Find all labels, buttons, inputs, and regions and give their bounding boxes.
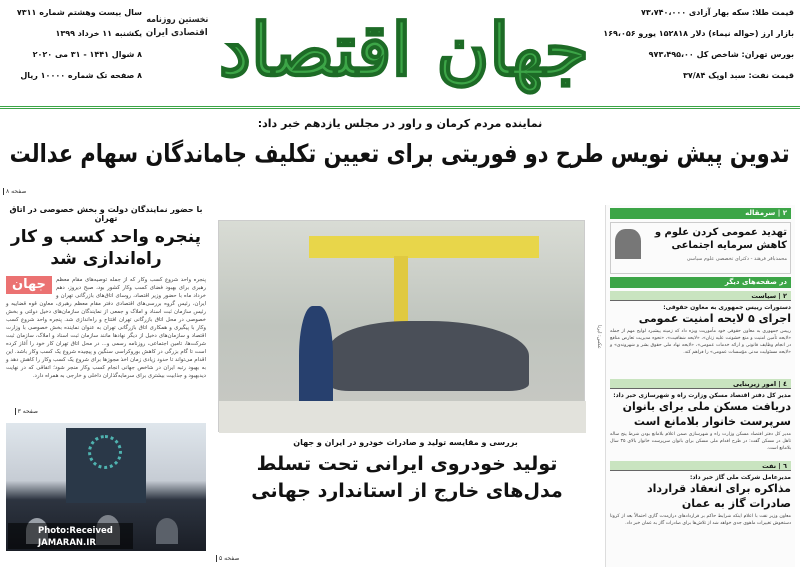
left-body-wrap — [6, 276, 206, 384]
credit-line: JAMARAN.IR — [38, 538, 96, 548]
section-bar: ٦ | نفت — [610, 461, 791, 471]
factory-floor — [219, 401, 586, 433]
left-body: پنجره واحد شروع کسب وکار که از جمله توصیه‌های مقام معظم رهبری برای بهبود فضای کسب وکار کشور بود، صبح دیروز، دهم خرداد ماه با حضور وزیر اقتصاد، روسای اتاق‌های بازرگانی تهران و ایران، رئیس گروه بررسی‌های اقتصادی دفتر مقام معظم رهبری، معاون قوه قضاییه و رئیس سازمان ثبت اسناد و املاک و جمعی از نمایندگان سازمان‌های دخیل دولتی و بخش خصوصی در محل اتاق بازرگانی تهران افتتاح و راه‌اندازی شد. پنجره واحد شروع کسب وکار با پیگیری و همکاری اتاق بازرگانی تهران به عنوان نماینده بخش خصوصی با وزارت اقتصاد و سازمان‌های دخیل از دیگر نهادها مانند سازمان ثبت اسناد و املاک، سازمان ثبت شرکت‌ها، تامین اجتماعی، روزنامه رسمی و... در محل اتاق تهران کار خود را آغاز کرده است تا گام بزرگی در کاهش بوروکراسی سنگین و پیچیده شروع یک کسب وکار باشد. این اقدام می‌تواند تا حدود زیادی زمان اخذ مجوزها برای شروع یک کسب وکار را کاهش دهد و به بهبود رتبه ایران در شاخص جهانی انجام کسب وکار منجر شود؛ اتفاقی که در نهایت دیدبهبود و جذابیت بیشتری برای سرمایه‌گذاران داخلی و خارجی به همراه دارد. — [6, 277, 206, 379]
lead-headline[interactable]: تدوین پیش نویس طرح دو فوریتی برای تعیین تکلیف جاماندگان سهام عدالت — [10, 139, 790, 168]
issue-number: سال بیست وهشتم شماره ۷۳۱۱ — [16, 8, 142, 17]
item-body: رییس جمهوری به معاون حقوقی خود مأموریت ویژه داد که زمینه پیشبرد لوایح مهم از جمله «لایحه تأمین امنیت و منع خشونت علیه زنان»، «لایحه شفافیت»، «نحوه مدیریت تعارض منافع در انجام وظایف قانونی و ارائه خدمات عمومی»، «لایحه نهاد ملی حقوق بشر و شهروندی» و «لایحه مسئولیت مدنی مؤسسات عمومی» را فراهم کند. — [610, 329, 791, 355]
section-bar: ۲ | سیاست — [610, 291, 791, 301]
assembly-rail — [309, 236, 539, 258]
section-number: ۲ — [782, 209, 787, 217]
left-headline[interactable]: پنجره واحد کسب و کار راه‌اندازی شد — [10, 227, 202, 269]
editorial-box[interactable] — [610, 222, 791, 274]
jahan-badge: جهان — [6, 276, 52, 294]
meeting-photo — [6, 423, 206, 551]
issue-date-hijri: ۸ شوال ۱۴۴۱ - ۳۱ می ۲۰۲۰ — [32, 50, 142, 59]
masthead-divider — [0, 106, 800, 109]
market-info — [600, 2, 794, 86]
car-factory-photo — [218, 220, 585, 432]
tagline-line: اقتصادی ایران — [146, 28, 208, 38]
item-body: مدیر کل دفتر اقتصاد مسکن وزارت راه و شهرسازی ضمن اعلام بلامانع بودن شرط پنج ساله تاهل در مسکن گفت: در طرح اقدام ملی مسکن برای بانوان سرپرست خانوار بالای ۳۵ سال بلامانع است. — [610, 432, 791, 451]
person — [156, 518, 178, 544]
stock-index: بورس تهران: شاخص کل ۹۷۳،۴۹۵،۰۰ — [648, 50, 794, 59]
item-body: معاون وزیر نفت با اعلام اینکه شرایط حاکم بر قراردادهای درازمدت گازی احتمالاً بعد از کرونا دستخوش تغییرات ماهوی جدی خواهد شد از تلاش‌ها برای صادرات گاز به عمان خبر داد. — [610, 514, 791, 526]
photo-caption: عکس: ایرنا — [596, 325, 602, 349]
oil-price: قیمت نفت: سبد اوپک ۳۷/۸۴ — [682, 71, 794, 80]
issue-date: یکشنبه ۱۱ خرداد ۱۳۹۹ — [55, 29, 142, 38]
center-article — [213, 205, 602, 567]
editorial-title: تهدید عمومی کردن علوم و کاهش سرمایه اجتماعی — [654, 227, 787, 251]
issue-info — [4, 2, 142, 86]
author-photo — [615, 229, 641, 259]
car-body — [329, 321, 529, 391]
section-label: سرمقاله — [745, 209, 776, 217]
left-page-ref[interactable]: صفحه ۳ — [15, 408, 38, 415]
gold-price: قیمت طلا: سکه بهار آزادی ۷۳،۷۴۰،۰۰۰ — [640, 8, 794, 17]
tagline — [146, 14, 208, 40]
issue-price: ۸ صفحه تک شماره ۱۰۰۰۰ ریال — [20, 71, 142, 80]
item-title: مذاکره برای انعقاد قرارداد صادرات گاز به عمان — [647, 482, 791, 510]
credit-line: Photo:Received — [38, 526, 113, 536]
lead-kicker: نماینده مردم کرمان و راور در مجلس یازدهم خبر داد: — [257, 117, 543, 130]
item-kicker: مدیرعامل شرکت ملی گاز خبر داد: — [689, 474, 791, 481]
item-title: دریافت مسکن ملی برای بانوان سرپرست خانوار بلامانع است — [622, 400, 791, 428]
right-column — [605, 205, 795, 567]
editorial-author: محمدباقر فرهند - دکترای تخصصی علوم سیاسی — [686, 256, 787, 262]
tagline-line: نخستین روزنامه — [146, 15, 208, 25]
chamber-emblem-icon — [88, 435, 122, 469]
left-article — [6, 205, 206, 567]
other-pages-bar: در صفحه‌های دیگر — [610, 277, 791, 288]
left-kicker: با حضور نمایندگان دولت و بخش خصوصی در اتاق تهران — [9, 205, 203, 223]
center-headline[interactable]: تولید خودروی ایرانی تحت تسلط مدل‌های خارج از استاندارد جهانی — [251, 453, 563, 502]
newspaper-logo: جهان اقتصاد — [218, 7, 590, 92]
center-kicker: بررسی و مقایسه تولید و صادرات خودرو در ایران و جهان — [293, 438, 518, 447]
assembly-arm — [394, 256, 408, 326]
item-politics[interactable] — [610, 291, 791, 379]
item-kicker: دستورات رییس جمهوری به معاون حقوقی: — [663, 304, 791, 311]
section-bar: ٤ | امور زیربنایی — [610, 379, 791, 389]
lead-page-ref[interactable]: صفحه ۸ — [3, 188, 26, 195]
item-infrastructure[interactable] — [610, 379, 791, 461]
editorial-bar: ۲ | سرمقاله — [610, 208, 791, 219]
item-oil[interactable] — [610, 461, 791, 537]
currency-price: بازار ارز (حواله نیماء) دلار ۱۵۲۸۱۸ یورو ۱۶۹،۰۵۶ — [603, 29, 794, 38]
item-title: اجرای ۵ لایحه امنیت عمومی — [638, 312, 791, 325]
item-kicker: مدیر کل دفتر اقتصاد مسکن وزارت راه و شهرسازی خبر داد: — [613, 392, 791, 399]
other-pages-list — [606, 291, 795, 537]
photo-credit — [8, 523, 133, 549]
center-page-ref[interactable]: صفحه ۵ — [216, 555, 239, 562]
